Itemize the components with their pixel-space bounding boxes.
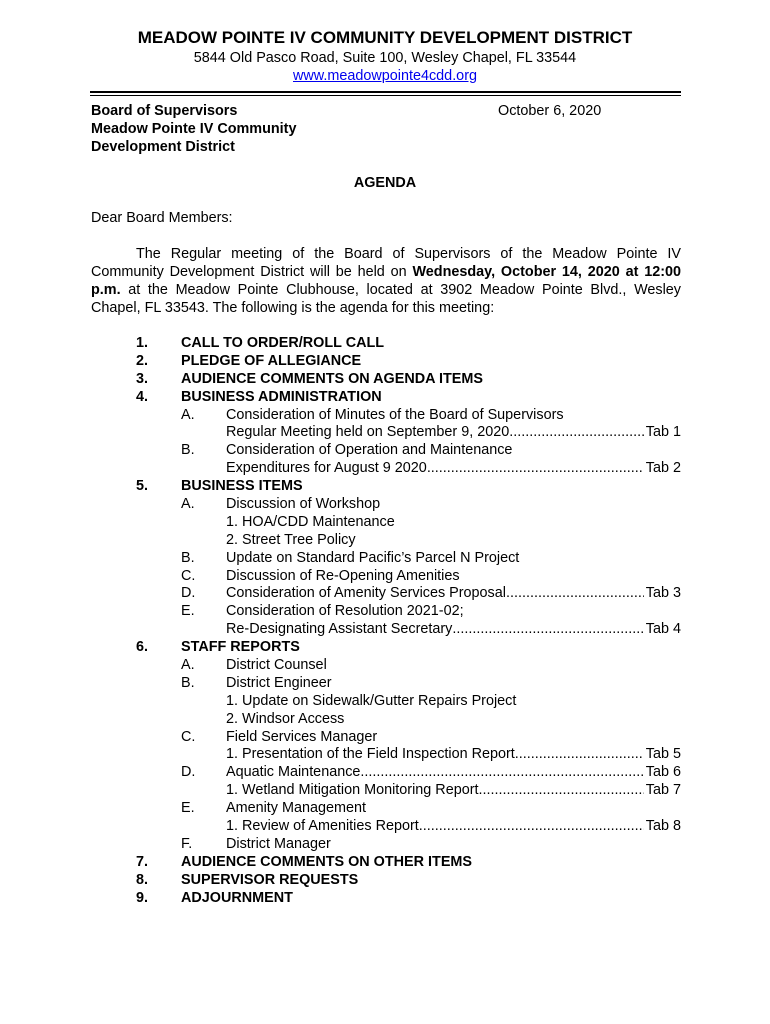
agenda-item [0, 872, 770, 890]
intro-text: The Regular meeting of the Board of Supervisors of the Meadow Pointe IV Community Development District will be held on [91, 246, 681, 280]
dot-leader [452, 621, 643, 639]
header-divider-thick [90, 91, 681, 93]
sub-item-letter: B. [181, 549, 195, 566]
sub-item-text: Regular Meeting held on September 9, 2020 [226, 424, 510, 441]
item-title: SUPERVISOR REQUESTS [181, 871, 359, 888]
sub-item-tabbed [0, 424, 770, 442]
meeting-datetime: Wednesday, October 14, 2020 at 12:00 p.m. [91, 263, 681, 298]
sub-item-text: Discussion of Workshop [226, 496, 381, 513]
sub-item-text: Field Services Manager [226, 728, 378, 745]
item-number: 2. [136, 352, 149, 369]
dot-leader [506, 585, 644, 603]
tab-reference: Tab 4 [645, 621, 681, 638]
sub-item [0, 729, 770, 747]
sub-item-tabbed [0, 764, 770, 782]
sub-item [0, 836, 770, 854]
sub-item-letter: A. [181, 657, 195, 674]
header-divider-thin [90, 95, 681, 96]
sub-item-letter: D. [181, 585, 196, 602]
item-title: CALL TO ORDER/ROLL CALL [181, 335, 385, 351]
sub-sub-item [0, 693, 770, 711]
sub-item-text: District Engineer [226, 674, 332, 691]
dot-leader [509, 424, 644, 442]
sub-sub-item [0, 514, 770, 532]
addressee-line: Board of Supervisors [91, 103, 238, 119]
dot-leader [479, 782, 644, 800]
agenda-heading: AGENDA [353, 175, 417, 191]
sub-item [0, 657, 770, 675]
sub-item [0, 603, 770, 621]
sub-item [0, 407, 770, 425]
tab-reference: Tab 2 [645, 460, 681, 477]
sub-item-letter: C. [181, 728, 196, 745]
sub-item [0, 800, 770, 818]
sub-item [0, 550, 770, 568]
item-number: 5. [136, 478, 149, 495]
addressee-line: Development District [91, 138, 235, 155]
agenda-item [0, 371, 770, 389]
sub-item-text: Consideration of Operation and Maintenance [226, 442, 513, 459]
item-number: 1. [136, 335, 149, 351]
sub-sub-item [0, 711, 770, 729]
sub-sub-item-text: 1. Review of Amenities Report [226, 818, 419, 835]
sub-item-text: District Counsel [226, 657, 327, 674]
sub-sub-item-text: 1. Wetland Mitigation Monitoring Report [226, 782, 479, 799]
sub-item-letter: C. [181, 567, 196, 584]
item-title: ADJOURNMENT [181, 889, 293, 906]
district-website-link[interactable]: www.meadowpointe4cdd.org [293, 68, 477, 84]
agenda-item [0, 639, 770, 657]
item-title: BUSINESS ADMINISTRATION [181, 388, 382, 405]
agenda-list [0, 335, 770, 908]
item-number: 3. [136, 370, 149, 387]
agenda-item [0, 854, 770, 872]
tab-reference: Tab 1 [645, 424, 681, 441]
item-number: 9. [136, 889, 149, 906]
sub-sub-item-text: 2. Windsor Access [226, 710, 345, 727]
district-title: MEADOW POINTE IV COMMUNITY DEVELOPMENT DISTRICT [137, 28, 633, 47]
sub-item-letter: D. [181, 764, 196, 781]
intro-text: at the Meadow Pointe Clubhouse, located at 3902 Meadow Pointe Blvd., Wesley Chapel, FL 33543. The following is the agenda for this meeting: [91, 281, 681, 316]
salutation: Dear Board Members: [91, 210, 233, 226]
sub-sub-item-text: 1. Update on Sidewalk/Gutter Repairs Project [226, 692, 517, 709]
sub-sub-item-text: 1. HOA/CDD Maintenance [226, 513, 395, 530]
tab-reference: Tab 8 [645, 818, 681, 835]
sub-sub-item-text: 2. Street Tree Policy [226, 531, 356, 548]
sub-item [0, 442, 770, 460]
sub-item-letter: E. [181, 603, 195, 620]
item-title: AUDIENCE COMMENTS ON OTHER ITEMS [181, 853, 473, 870]
tab-reference: Tab 7 [645, 782, 681, 799]
tab-reference: Tab 6 [645, 764, 681, 781]
sub-sub-item-tabbed [0, 746, 770, 764]
sub-item [0, 675, 770, 693]
sub-item-text: Discussion of Re-Opening Amenities [226, 567, 460, 584]
tab-reference: Tab 3 [645, 585, 681, 602]
sub-item-text: Amenity Management [226, 800, 366, 817]
letter-date: October 6, 2020 [498, 103, 602, 119]
item-title: AUDIENCE COMMENTS ON AGENDA ITEMS [181, 370, 483, 387]
sub-item-tabbed [0, 621, 770, 639]
item-number: 4. [136, 388, 149, 405]
sub-item-letter: B. [181, 442, 195, 459]
item-number: 8. [136, 871, 149, 888]
tab-reference: Tab 5 [645, 746, 681, 763]
intro-paragraph [91, 246, 681, 318]
sub-item [0, 568, 770, 586]
agenda-item [0, 478, 770, 496]
item-number: 7. [136, 853, 149, 870]
item-title: PLEDGE OF ALLEGIANCE [181, 352, 362, 369]
agenda-item [0, 353, 770, 371]
sub-item-letter: A. [181, 496, 195, 513]
sub-item-text: Expenditures for August 9 2020 [226, 460, 427, 477]
item-number: 6. [136, 639, 149, 656]
sub-item-text: Update on Standard Pacific’s Parcel N Project [226, 549, 520, 566]
sub-item-letter: A. [181, 406, 195, 423]
agenda-item [0, 890, 770, 908]
sub-item-tabbed [0, 585, 770, 603]
dot-leader [360, 764, 643, 782]
addressee-block [91, 103, 296, 157]
sub-sub-item [0, 532, 770, 550]
agenda-item [0, 335, 770, 353]
addressee-line: Meadow Pointe IV Community [91, 120, 297, 137]
district-address: 5844 Old Pasco Road, Suite 100, Wesley Chapel, FL 33544 [193, 50, 577, 66]
sub-item-tabbed [0, 460, 770, 478]
sub-item-letter: F. [181, 835, 193, 852]
sub-item-text: Consideration of Amenity Services Proposal [226, 585, 506, 602]
dot-leader [515, 746, 644, 764]
sub-sub-item-text: 1. Presentation of the Field Inspection Report [226, 746, 515, 763]
dot-leader [427, 460, 644, 478]
sub-item-letter: E. [181, 800, 195, 817]
item-title: BUSINESS ITEMS [181, 478, 303, 495]
dot-leader [419, 818, 644, 836]
sub-sub-item-tabbed [0, 782, 770, 800]
sub-item-text: Re-Designating Assistant Secretary [226, 621, 453, 638]
item-title: STAFF REPORTS [181, 639, 300, 656]
agenda-item [0, 389, 770, 407]
sub-item-letter: B. [181, 674, 195, 691]
sub-item [0, 496, 770, 514]
sub-item-text: Consideration of Minutes of the Board of Supervisors [226, 406, 564, 423]
sub-item-text: Aquatic Maintenance [226, 764, 361, 781]
sub-item-text: Consideration of Resolution 2021-02; [226, 603, 464, 620]
sub-item-text: District Manager [226, 835, 331, 852]
sub-sub-item-tabbed [0, 818, 770, 836]
